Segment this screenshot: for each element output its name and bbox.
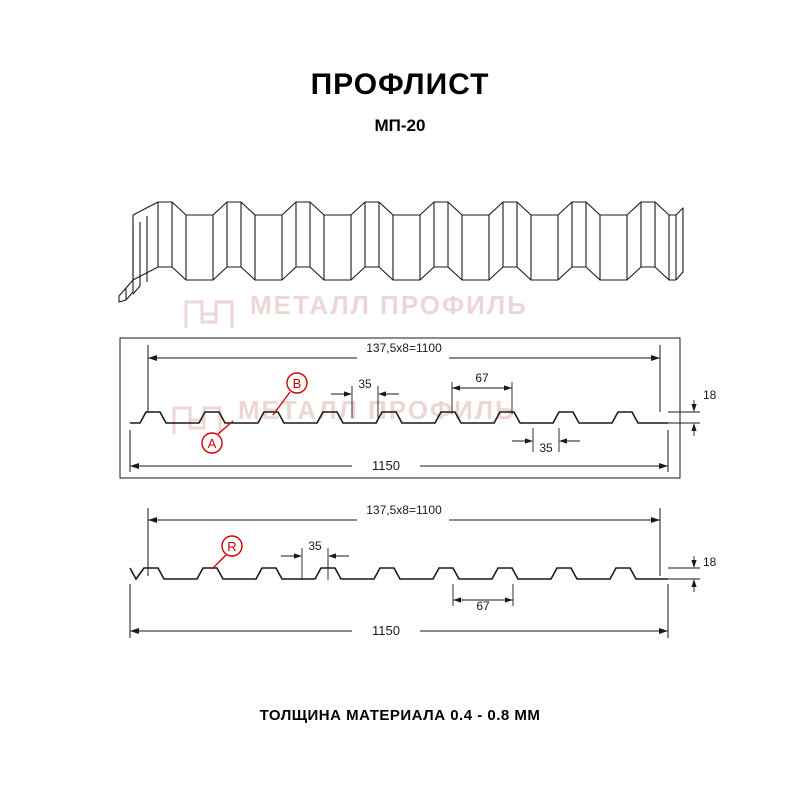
arrow [148, 355, 157, 361]
dim-35-b: 35 [308, 539, 322, 553]
dim-35-bottom-a: 35 [539, 441, 553, 455]
dim-pitch-b: 137,5х8=1100 [366, 503, 442, 517]
profile-section-b [130, 568, 668, 579]
callout-b-label: B [292, 376, 302, 391]
dim-pitch-a: 137,5х8=1100 [366, 341, 442, 355]
section-b [130, 503, 717, 638]
dim-18-a: 18 [703, 388, 717, 402]
section-a [120, 338, 717, 478]
isometric-profile [119, 202, 683, 302]
callout-r-leader [212, 555, 226, 569]
dim-1150-b: 1150 [372, 623, 400, 638]
dim-67-a: 67 [475, 371, 489, 385]
dim-1150-a: 1150 [372, 458, 400, 473]
dim-35-top-a: 35 [358, 377, 372, 391]
callout-r-label: R [227, 539, 237, 554]
callout-b-leader [273, 392, 290, 415]
profile-section-a [130, 412, 668, 423]
callout-a-label: A [207, 436, 217, 451]
page-title: ПРОФЛИСТ [310, 68, 490, 101]
page-subtitle: МП-20 [374, 116, 426, 135]
arrow [651, 355, 660, 361]
watermark-text-2: МЕТАЛЛ ПРОФИЛЬ [238, 395, 516, 425]
dim-67-b: 67 [476, 599, 490, 613]
watermark-text-1: МЕТАЛЛ ПРОФИЛЬ [250, 290, 528, 320]
material-thickness-note: ТОЛЩИНА МАТЕРИАЛА 0.4 - 0.8 ММ [259, 707, 541, 724]
dim-18-b: 18 [703, 555, 717, 569]
